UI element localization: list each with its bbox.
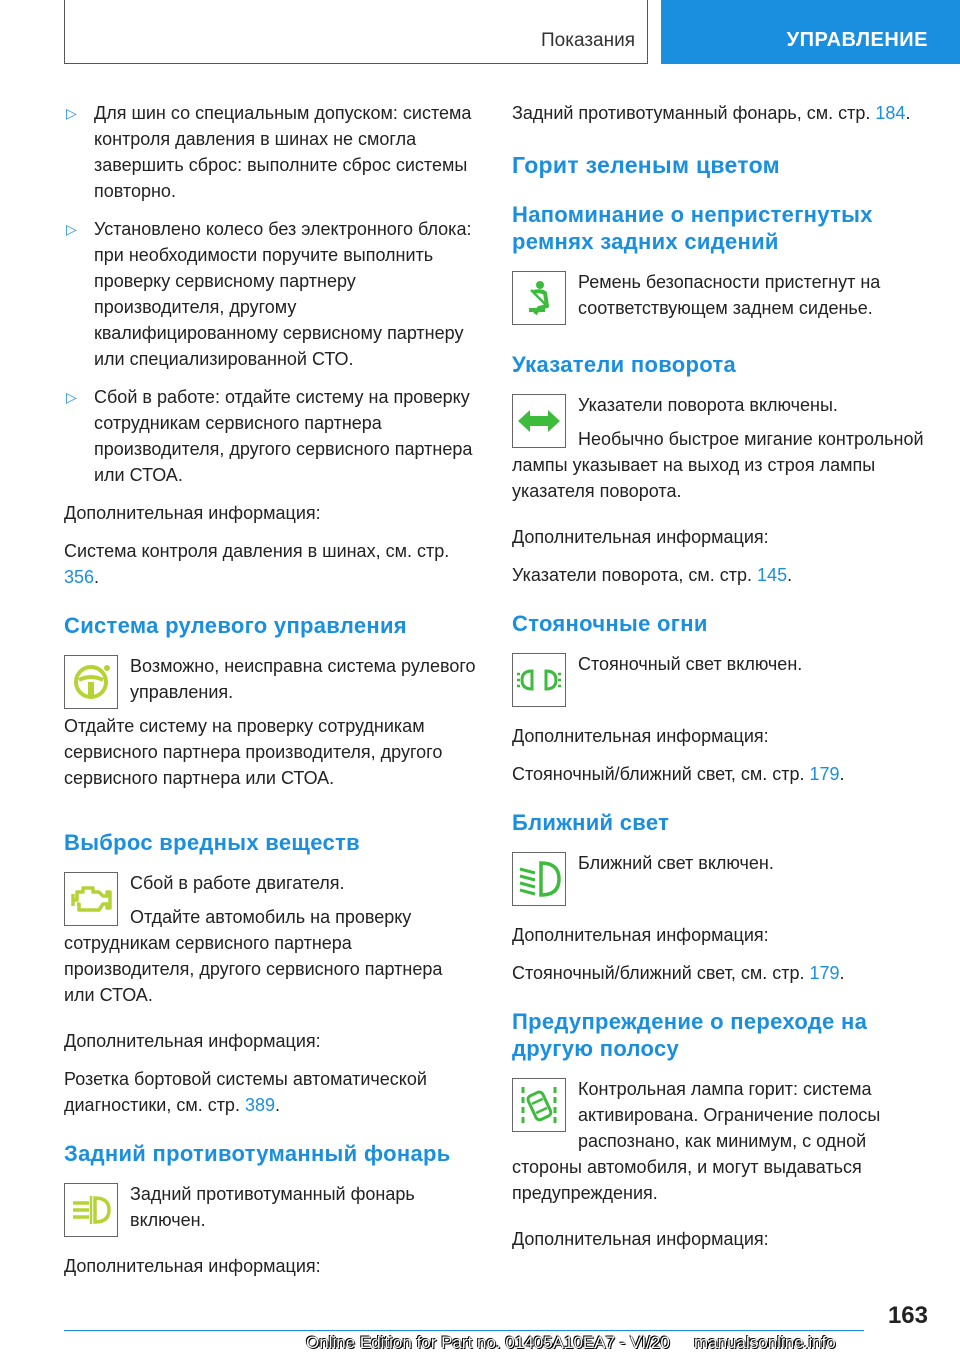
bullet-item [64, 100, 476, 204]
info-text: Система контроля давления в шинах, см. стр. [64, 541, 450, 561]
info-reference: Стояночный/ближний свет, см. стр. 179. [512, 764, 845, 784]
info-label: Дополнительная информация: [64, 503, 321, 523]
info-text: Стояночный/ближний свет, см. стр. [512, 764, 805, 784]
rear-fog-light-icon [64, 1183, 118, 1237]
page-number: 163 [887, 1302, 928, 1329]
header-tab-box [64, 0, 648, 64]
section-heading: Ближний свет [512, 810, 670, 835]
info-label: Дополнительная информация: [512, 925, 769, 945]
info-reference: Задний противотуманный фонарь, см. стр. 184. [512, 103, 911, 123]
seatbelt-line-1: Ремень безопасности пристегнут на соответствующем заднем сиденье. [578, 272, 881, 318]
page-link[interactable]: 179 [809, 963, 840, 983]
right-column [512, 100, 928, 1264]
section-heading: Указатели поворота [512, 352, 737, 377]
turn-signal-icon [512, 394, 566, 448]
footer-edition: Online Edition for Part no. 01405A10EA7 - VI/20 [306, 1333, 670, 1352]
lane-departure-block [512, 1076, 928, 1214]
info-text: Указатели поворота, см. стр. [512, 565, 753, 585]
triangle-bullet-icon: ▷ [66, 389, 77, 405]
info-reference: Система контроля давления в шинах, см. стр. 356. [64, 541, 450, 587]
turn-line-2: Необычно быстрое мигание контрольной лампы указывает на выход из строя лампы указателя поворота. [512, 429, 924, 501]
seatbelt-icon [512, 271, 566, 325]
rear-fog-block [64, 1181, 476, 1241]
rear-fog-line-1: Задний противотуманный фонарь включен. [130, 1184, 415, 1230]
section-heading: Выброс вредных веществ [64, 830, 360, 855]
info-reference: Стояночный/ближний свет, см. стр. 179. [512, 963, 845, 983]
lane-line-1: Контрольная лампа горит: система активирована. Ограничение полосы распознано, как минимум, с одной стороны автомобиля, и могут выдаваться предупреждения. [512, 1079, 881, 1203]
info-label: Дополнительная информация: [64, 1031, 321, 1051]
low-beam-icon [512, 852, 566, 906]
header-section-label: УПРАВЛЕНИЕ [786, 29, 928, 51]
info-label: Дополнительная информация: [64, 1256, 321, 1276]
page-link[interactable]: 145 [757, 565, 788, 585]
triangle-bullet-icon: ▷ [66, 105, 77, 121]
page-link[interactable]: 389 [244, 1095, 276, 1115]
low-beam-block [512, 850, 928, 910]
header-section-box [661, 0, 960, 64]
parking-light-icon [512, 653, 566, 707]
section-heading: Система рулевого управления [64, 613, 407, 638]
bullet-text: Для шин со специальным допуском: система контроля давления в шинах не смогла завершить сброс: выполните сброс системы повторно. [94, 103, 472, 201]
bullet-text: Сбой в работе: отдайте систему на проверку сотрудникам сервисного партнера производителя, другого сервисного партнера или СТОА. [94, 387, 473, 485]
bullet-item [64, 384, 476, 488]
section-heading: Задний противотуманный фонарь [64, 1141, 451, 1166]
steering-block [64, 653, 476, 799]
page-link[interactable]: 184 [875, 103, 906, 123]
left-column [64, 100, 476, 1291]
main-heading: Горит зеленым цветом [512, 152, 780, 178]
steering-line-1: Возможно, неисправна система рулевого управления. [130, 656, 476, 702]
info-reference: Розетка бортовой системы автоматической диагностики, см. стр. 389. [64, 1069, 427, 1115]
emissions-line-1: Сбой в работе двигателя. [130, 873, 345, 893]
info-text: Стояночный/ближний свет, см. стр. [512, 963, 805, 983]
info-text: Розетка бортовой системы автоматической диагностики, см. стр. [64, 1069, 427, 1115]
lane-departure-icon [512, 1078, 566, 1132]
steering-line-2: Отдайте систему на проверку сотрудникам сервисного партнера производителя, другого сервисного партнера или СТОА. [64, 716, 443, 788]
low-beam-line-1: Ближний свет включен. [578, 853, 774, 873]
page-link[interactable]: 356 [64, 567, 95, 587]
bullet-item [64, 216, 476, 372]
turn-signal-block [512, 392, 928, 512]
section-heading: Напоминание о непристегнутых ремнях задних сидений [512, 202, 873, 254]
triangle-bullet-icon: ▷ [66, 221, 77, 237]
page-link[interactable]: 179 [809, 764, 840, 784]
engine-warning-icon [64, 872, 118, 926]
emissions-line-2: Отдайте автомобиль на проверку сотрудникам сервисного партнера производителя, другого сервисного партнера или СТОА. [64, 907, 443, 1005]
seatbelt-block [512, 269, 928, 329]
info-reference: Указатели поворота, см. стр. 145. [512, 565, 793, 585]
parking-light-block [512, 651, 928, 711]
info-text: Задний противотуманный фонарь, см. стр. [512, 103, 871, 123]
steering-warning-icon [64, 655, 118, 709]
info-label: Дополнительная информация: [512, 726, 769, 746]
info-label: Дополнительная информация: [512, 1229, 769, 1249]
header-tab-label: Показания [541, 30, 635, 51]
watermark: manualsonline.info [694, 1333, 836, 1352]
footer-rule [64, 1330, 864, 1331]
info-label: Дополнительная информация: [512, 527, 769, 547]
section-heading: Стояночные огни [512, 611, 708, 636]
emissions-block [64, 870, 476, 1016]
parking-line-1: Стояночный свет включен. [578, 654, 803, 674]
turn-line-1: Указатели поворота включены. [578, 395, 838, 415]
bullet-text: Установлено колесо без электронного блока: при необходимости поручите выполнить проверку сервисному партнеру производителя, другому квалифицированному сервисному партнеру или специализированной СТО. [94, 219, 472, 369]
section-heading: Предупреждение о переходе на другую полосу [512, 1009, 868, 1061]
